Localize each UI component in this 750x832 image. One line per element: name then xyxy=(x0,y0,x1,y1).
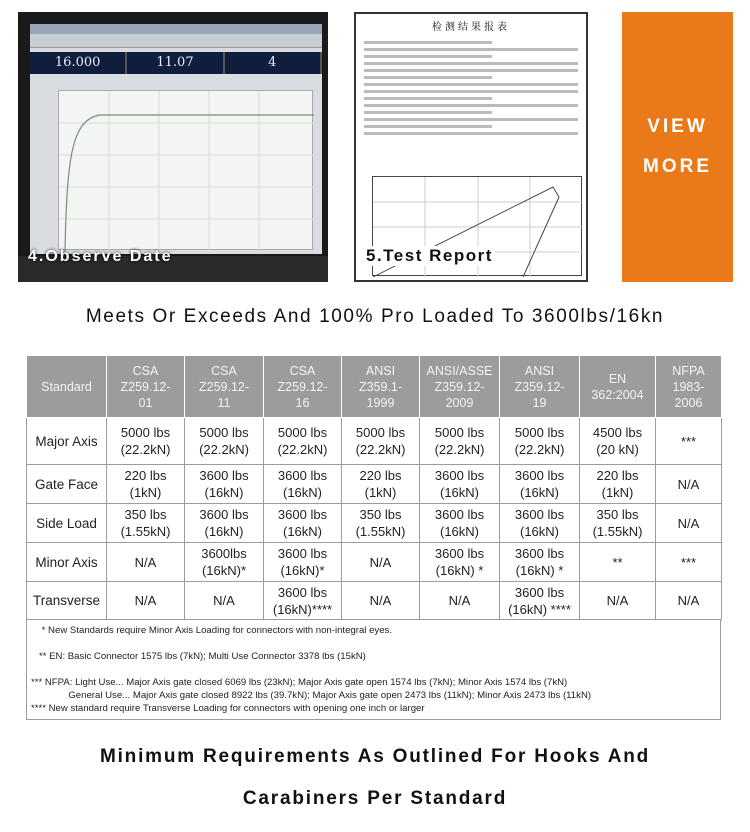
table-cell: 3600 lbs (16kN) xyxy=(500,465,580,504)
view-more-line1: VIEW xyxy=(647,116,708,137)
table-footnotes xyxy=(26,620,721,720)
header-csa-11: CSA Z259.12- 11 xyxy=(185,356,264,418)
table-cell: 220 lbs (1kN) xyxy=(580,465,656,504)
table-cell: N/A xyxy=(342,543,420,582)
table-cell: 3600 lbs (16kN) * xyxy=(420,543,500,582)
force-curve-graphic xyxy=(59,91,314,251)
standards-table-block xyxy=(26,355,721,720)
footnote-2: ** EN: Basic Connector 1575 lbs (7kN); Multi Use Connector 3378 lbs (15kN) xyxy=(31,651,366,662)
footer-line-2: Carabiners Per Standard xyxy=(242,788,508,809)
table-cell: 5000 lbs (22.2kN) xyxy=(420,418,500,465)
header-standard: Standard xyxy=(27,356,107,418)
header-ansi-1999: ANSI Z359.1- 1999 xyxy=(342,356,420,418)
table-cell: 4500 lbs (20 kN) xyxy=(580,418,656,465)
table-cell: 220 lbs (1kN) xyxy=(342,465,420,504)
footnote-5: **** New standard require Transverse Loading for connectors with opening one inch or larger xyxy=(31,703,425,714)
header-ansi-19: ANSI Z359.12- 19 xyxy=(500,356,580,418)
table-cell: 3600 lbs (16kN)**** xyxy=(264,582,342,620)
header-csa-16: CSA Z259.12- 16 xyxy=(264,356,342,418)
table-cell: 3600 lbs (16kN) * xyxy=(500,543,580,582)
table-cell: 3600 lbs (16kN)* xyxy=(264,543,342,582)
footer-line-1: Minimum Requirements As Outlined For Hooks And xyxy=(99,746,651,767)
table-header-row xyxy=(27,356,722,418)
header-nfpa: NFPA 1983- 2006 xyxy=(656,356,722,418)
observe-caption: 4.Observe Date xyxy=(28,248,173,265)
headline: Meets Or Exceeds And 100% Pro Loaded To 3600lbs/16kn xyxy=(85,306,665,327)
row-label: Gate Face xyxy=(27,465,107,504)
table-cell: 350 lbs (1.55kN) xyxy=(107,504,185,543)
table-cell: 350 lbs (1.55kN) xyxy=(580,504,656,543)
table-cell: N/A xyxy=(656,582,722,620)
table-cell: N/A xyxy=(420,582,500,620)
report-body-lines xyxy=(356,33,586,143)
header-en-362: EN 362:2004 xyxy=(580,356,656,418)
table-cell: N/A xyxy=(185,582,264,620)
row-label: Transverse xyxy=(27,582,107,620)
table-cell: 3600 lbs (16kN) xyxy=(185,465,264,504)
screen-readouts xyxy=(30,52,322,74)
table-cell: 350 lbs (1.55kN) xyxy=(342,504,420,543)
view-more-line2: MORE xyxy=(643,156,712,177)
report-title: 检测结果报表 xyxy=(432,22,510,33)
table-cell: 3600 lbs (16kN) xyxy=(500,504,580,543)
readout-1: 16.000 xyxy=(30,52,127,74)
table-cell: 5000 lbs (22.2kN) xyxy=(264,418,342,465)
table-cell: ** xyxy=(580,543,656,582)
table-cell: 5000 lbs (22.2kN) xyxy=(342,418,420,465)
table-row xyxy=(27,543,722,582)
screen-menubar xyxy=(30,34,322,48)
readout-2: 11.07 xyxy=(127,52,224,74)
force-curve-plot xyxy=(58,90,313,250)
table-cell: 3600 lbs (16kN) **** xyxy=(500,582,580,620)
observe-data-photo xyxy=(18,12,328,282)
table-cell: *** xyxy=(656,418,722,465)
table-cell: N/A xyxy=(107,582,185,620)
report-caption: 5.Test Report xyxy=(366,246,493,265)
table-cell: 3600 lbs (16kN) xyxy=(264,504,342,543)
table-cell: N/A xyxy=(342,582,420,620)
footnote-3: *** NFPA: Light Use... Major Axis gate closed 6069 lbs (23kN); Major Axis gate open 1574 lbs (7kN); Minor Axis 1574 lbs (7kN) xyxy=(31,677,568,688)
table-cell: 5000 lbs (22.2kN) xyxy=(185,418,264,465)
standards-table xyxy=(26,355,722,620)
table-cell: N/A xyxy=(107,543,185,582)
table-row xyxy=(27,504,722,543)
table-cell: N/A xyxy=(656,465,722,504)
table-cell: 3600 lbs (16kN) xyxy=(420,465,500,504)
readout-3: 4 xyxy=(225,52,322,74)
row-label: Minor Axis xyxy=(27,543,107,582)
table-cell: N/A xyxy=(580,582,656,620)
row-label: Major Axis xyxy=(27,418,107,465)
table-row xyxy=(27,465,722,504)
header-csa-01: CSA Z259.12- 01 xyxy=(107,356,185,418)
header-ansi-asse-2009: ANSI/ASSE Z359.12- 2009 xyxy=(420,356,500,418)
table-cell: N/A xyxy=(656,504,722,543)
table-cell: 3600 lbs (16kN) xyxy=(264,465,342,504)
footnote-4: General Use... Major Axis gate closed 8922 lbs (39.7kN); Major Axis gate open 2473 lbs (11kN); Minor Axis 2473 lbs (11kN) xyxy=(31,690,592,701)
view-more-button[interactable] xyxy=(622,12,733,282)
table-row xyxy=(27,418,722,465)
table-cell: 220 lbs (1kN) xyxy=(107,465,185,504)
table-cell: *** xyxy=(656,543,722,582)
footnote-1: * New Standards require Minor Axis Loading for connectors with non-integral eyes. xyxy=(31,625,393,636)
test-report-photo xyxy=(354,12,588,282)
table-cell: 3600 lbs (16kN) xyxy=(185,504,264,543)
row-label: Side Load xyxy=(27,504,107,543)
table-cell: 3600 lbs (16kN) xyxy=(420,504,500,543)
table-cell: 5000 lbs (22.2kN) xyxy=(107,418,185,465)
screen-titlebar xyxy=(30,24,322,34)
table-cell: 5000 lbs (22.2kN) xyxy=(500,418,580,465)
monitor-screen xyxy=(30,24,322,254)
table-row xyxy=(27,582,722,620)
table-cell: 3600lbs (16kN)* xyxy=(185,543,264,582)
